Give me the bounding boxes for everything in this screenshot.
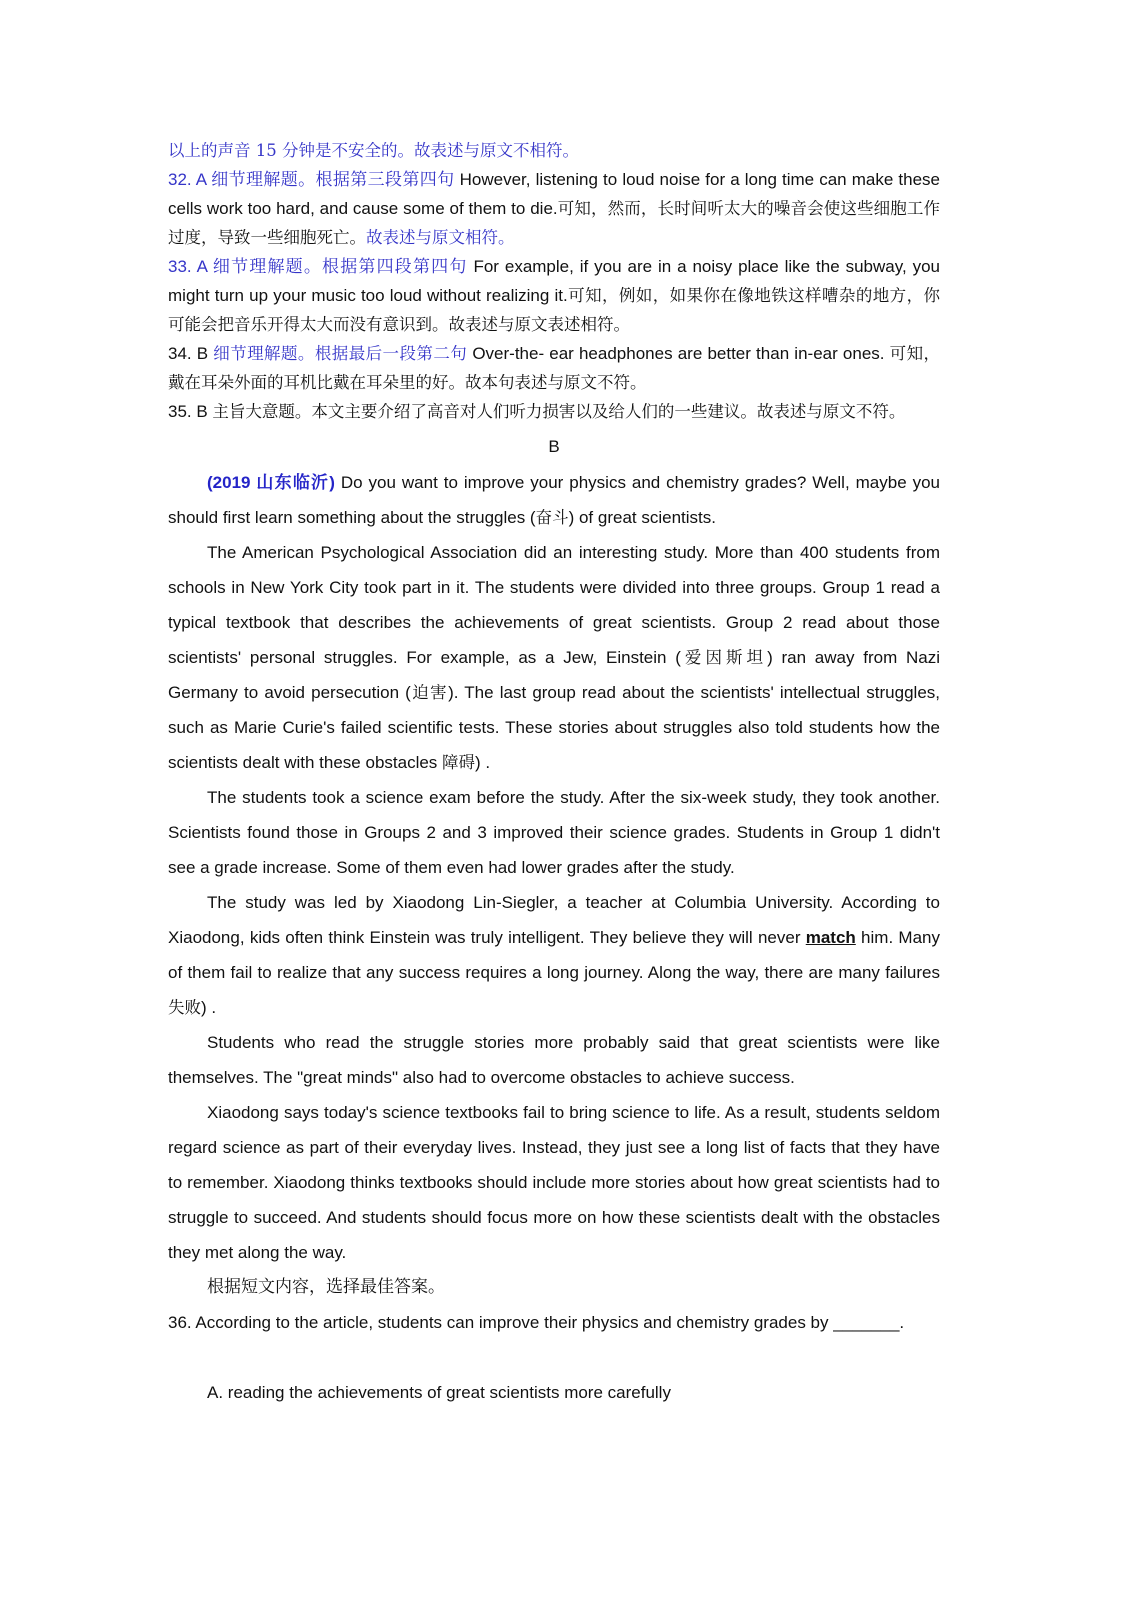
passage-paragraph-4 bbox=[168, 885, 940, 1025]
answer-33-quote: For example, if you are in a noisy place like the subway, you might turn up your music too loud without realizing it. bbox=[168, 257, 941, 305]
passage-paragraph-2 bbox=[168, 535, 940, 780]
answer-34 bbox=[168, 339, 940, 397]
paragraph-text: ). The last group read about the scientists' intellectual struggles, such as Marie Curie's failed scientific tests. These stories about struggles also told students how the scientists dealt with these obstacles bbox=[168, 683, 941, 772]
gloss-cn: 迫害 bbox=[410, 683, 449, 702]
answer-35 bbox=[168, 397, 940, 426]
answer-33 bbox=[168, 252, 940, 339]
paragraph-text: ) of great scientists. bbox=[568, 508, 716, 527]
answer-32-explain: 可知，然而，长时间听太大的噪音会使这些细胞工作过度，导致一些细胞死亡。 bbox=[168, 199, 940, 247]
passage-paragraph-6: Xiaodong says today's science textbooks fail to bring science to life. As a result, students seldom regard science as part of their everyday lives. Instead, they just see a long list of facts that they have to remember. Xiaodong thinks textbooks should include more stories about how great scientists had to struggle to succeed. And students should focus more on how these scientists dealt with the obstacles they met along the way. bbox=[168, 1103, 940, 1262]
gloss-cn: 失败 bbox=[168, 998, 201, 1017]
answer-35-label: 35. B bbox=[168, 402, 213, 421]
answer-34-explain: 可知，戴在耳朵外面的耳机比戴在耳朵里的好。故本句表述与原文不符。 bbox=[168, 344, 941, 392]
gloss-cn: 奋斗 bbox=[535, 508, 569, 527]
passage-paragraph-3: The students took a science exam before the study. After the six-week study, they took another. Scientists found those in Groups 2 and 3 improved their science grades. Students in Group 1 didn't see a grade increase. Some of them even had lower grades after the study. bbox=[168, 788, 940, 877]
answer-34-label: 细节理解题。根据最后一段第二句 bbox=[213, 344, 468, 363]
paragraph-text: ) . bbox=[475, 753, 491, 772]
source-tag: (2019 山东临沂) bbox=[207, 473, 335, 492]
paragraph-text: The study was led by Xiaodong Lin-Siegler, a teacher at Columbia University. According to Xiaodong, kids often think Einstein was truly intelligent. They believe they will never bbox=[168, 893, 940, 947]
passage-paragraph-1 bbox=[168, 465, 940, 535]
answer-34-quote: Over-the- ear headphones are better than in-ear ones. bbox=[467, 344, 890, 363]
question-36-option-a[interactable]: A. reading the achievements of great scientists more carefully bbox=[207, 1383, 671, 1402]
answer-33-label: 33. A 细节理解题。根据第四段第四句 bbox=[168, 257, 468, 276]
answer-31-continuation bbox=[168, 136, 940, 165]
paragraph-text: The American Psychological Association did an interesting study. More than 400 students from schools in New York City took part in it. The students were divided into three groups. Group 1 read a typical textbook that describes the achievements of great scientists. Group 2 read about those scientists' personal struggles. For example, as a Jew, Einstein ( bbox=[168, 543, 940, 667]
gloss-cn: 障碍 bbox=[442, 753, 476, 772]
paragraph-text: him. Many of them fail to realize that any success requires a long journey. Along the way, there are many failures bbox=[168, 928, 940, 982]
answer-32-quote: However, listening to loud noise for a long time can make these cells work too hard, and cause some of them to die. bbox=[168, 170, 940, 218]
paragraph-text: Do you want to improve your physics and chemistry grades? Well, maybe you should first learn something about the struggles ( bbox=[168, 473, 940, 527]
paragraph-text: ) . bbox=[201, 998, 217, 1017]
gloss-cn: 爱因斯坦 bbox=[680, 648, 768, 667]
passage-paragraph-5: Students who read the struggle stories more probably said that great scientists were like themselves. The "great minds" also had to overcome obstacles to achieve success. bbox=[168, 1033, 940, 1087]
document-page bbox=[168, 136, 940, 1410]
question-36-stem: 36. According to the article, students can improve their physics and chemistry grades by _______. bbox=[168, 1313, 905, 1332]
answer-32-verdict: 故表述与原文相符。 bbox=[366, 228, 515, 247]
answer-31-text: 以上的声音 15 分钟是不安全的。故表述与原文不相符。 bbox=[168, 141, 579, 160]
section-title: B bbox=[548, 437, 560, 456]
answer-34-number: 34. B bbox=[168, 344, 214, 363]
keyword-match: match bbox=[805, 928, 856, 947]
paragraph-text: ) ran away from Nazi Germany to avoid persecution ( bbox=[168, 648, 941, 702]
answer-35-explain: 主旨大意题。本文主要介绍了高音对人们听力损害以及给人们的一些建议。故表述与原文不符。 bbox=[212, 402, 906, 421]
answer-32-label: 32. A 细节理解题。根据第三段第四句 bbox=[168, 170, 455, 189]
instruction: 根据短文内容，选择最佳答案。 bbox=[207, 1277, 445, 1297]
answer-33-explain: 可知，例如，如果你在像地铁这样嘈杂的地方，你可能会把音乐开得太大而没有意识到。故表述与原文表述相符。 bbox=[168, 286, 940, 334]
answer-32 bbox=[168, 165, 940, 252]
